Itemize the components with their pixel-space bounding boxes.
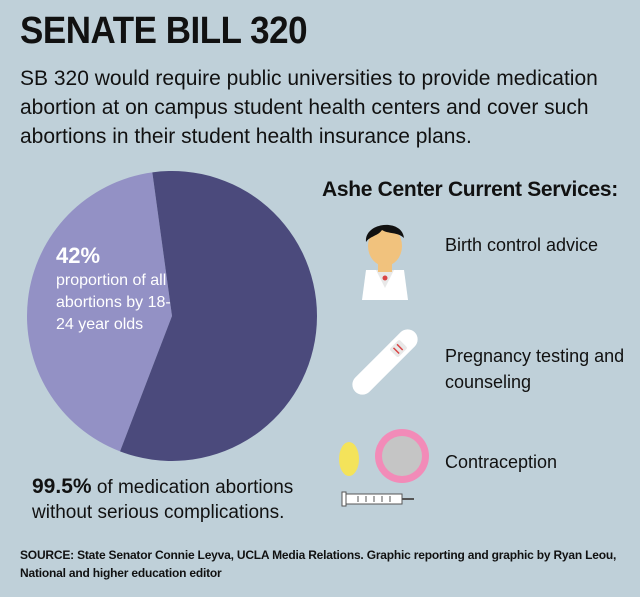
stat-percent: 99.5% [32, 475, 92, 498]
pie-callout-percent: 42% [56, 243, 101, 268]
page-title: SENATE BILL 320 [20, 10, 308, 52]
services-title: Ashe Center Current Services: [322, 178, 618, 201]
pie-callout-text: proportion of all abortions by 18-24 year olds [56, 272, 171, 333]
source-note: SOURCE: State Senator Connie Leyva, UCLA Media Relations. Graphic reporting and graphic by Ryan Leou, National and higher education editor [20, 548, 617, 580]
stat-text [32, 474, 332, 525]
service-label-pregnancy: Pregnancy testing and counseling [445, 346, 625, 392]
service-label-contraception: Contraception [445, 452, 558, 472]
pregnancy-test-icon [345, 322, 425, 402]
doctor-icon [352, 212, 418, 304]
pie-callout [56, 242, 186, 336]
service-label-birth-control: Birth control advice [445, 235, 599, 255]
contraception-icon [332, 426, 442, 510]
intro-text: SB 320 would require public universities to provide medication abortion at on campus student health centers and cover such abortions in their student health insurance plans. [20, 67, 598, 148]
stat-description: of medication abortions without serious complications. [32, 477, 294, 523]
